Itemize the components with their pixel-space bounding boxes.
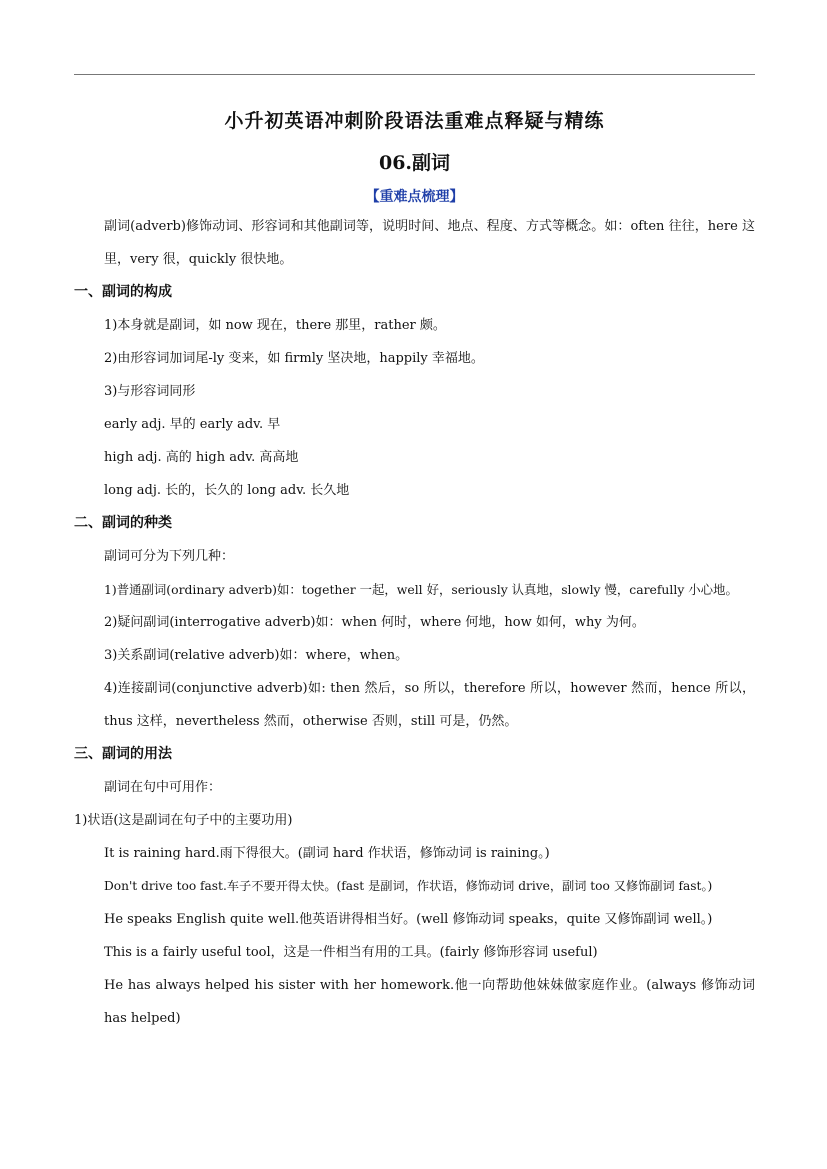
example-last-paragraph: He has always helped his sister with her homework.他一向帮助他妹妹做家庭作业。(always 修饰动词 has helped) xyxy=(104,978,755,1026)
part3-heading: 三、副词的用法 xyxy=(74,746,172,762)
section-tag: 【重难点梳理】 xyxy=(365,189,464,205)
part1-heading: 一、副词的构成 xyxy=(74,284,172,300)
part1-line: long adj. 长的，长久的 long adv. 长久地 xyxy=(104,483,350,498)
example-line: Don't drive too fast.车子不要开得太快。(fast 是副词，作状语，修饰动词 drive，副词 too 又修饰副词 fast。) xyxy=(104,879,713,893)
part1-line: early adj. 早的 early adv. 早 xyxy=(104,417,281,432)
part1-line: high adj. 高的 high adv. 高高地 xyxy=(104,450,299,465)
intro-paragraph: 副词(adverb)修饰动词、形容词和其他副词等，说明时间、地点、程度、方式等概念。如：often 往往，here 这里，very 很，quickly 很快地。 xyxy=(104,219,755,267)
part1-line: 1)本身就是副词，如 now 现在，there 那里，rather 颇。 xyxy=(104,318,446,333)
part2-conjunctive-paragraph: 4)连接副词(conjunctive adverb)如: then 然后，so 所以，therefore 所以，however 然而，hence 所以，thus 这样，nevertheless 然而，otherwise 否则，still 可是，仍然。 xyxy=(104,681,755,729)
part1-line: 3)与形容词同形 xyxy=(104,384,196,399)
document-title: 小升初英语冲刺阶段语法重难点释疑与精练 xyxy=(224,110,605,132)
part2-line: 1)普通副词(ordinary adverb)如：together 一起，well 好，seriously 认真地，slowly 慢，carefully 小心地。 xyxy=(104,582,738,597)
part2-heading: 二、副词的种类 xyxy=(74,515,172,531)
part2-line: 3)关系副词(relative adverb)如：where，when。 xyxy=(104,648,409,663)
part3-usage: 1)状语(这是副词在句子中的主要功用) xyxy=(74,813,293,828)
header-rule xyxy=(74,74,755,75)
example-line: He speaks English quite well.他英语讲得相当好。(well 修饰动词 speaks，quite 又修饰副词 well。) xyxy=(104,912,713,927)
part3-lead: 副词在句中可用作： xyxy=(104,780,222,795)
document-body xyxy=(74,104,755,1035)
example-line: It is raining hard.雨下得很大。(副词 hard 作状语，修饰动词 is raining。) xyxy=(104,846,550,861)
part1-line: 2)由形容词加词尾-ly 变来，如 firmly 坚决地，happily 幸福地。 xyxy=(104,351,484,366)
document-subtitle: 06.副词 xyxy=(378,152,451,174)
example-line: This is a fairly useful tool，这是一件相当有用的工具。(fairly 修饰形容词 useful) xyxy=(104,945,598,960)
part2-line: 副词可分为下列几种： xyxy=(104,549,235,564)
part2-line: 2)疑问副词(interrogative adverb)如：when 何时，where 何地，how 如何，why 为何。 xyxy=(104,615,645,630)
